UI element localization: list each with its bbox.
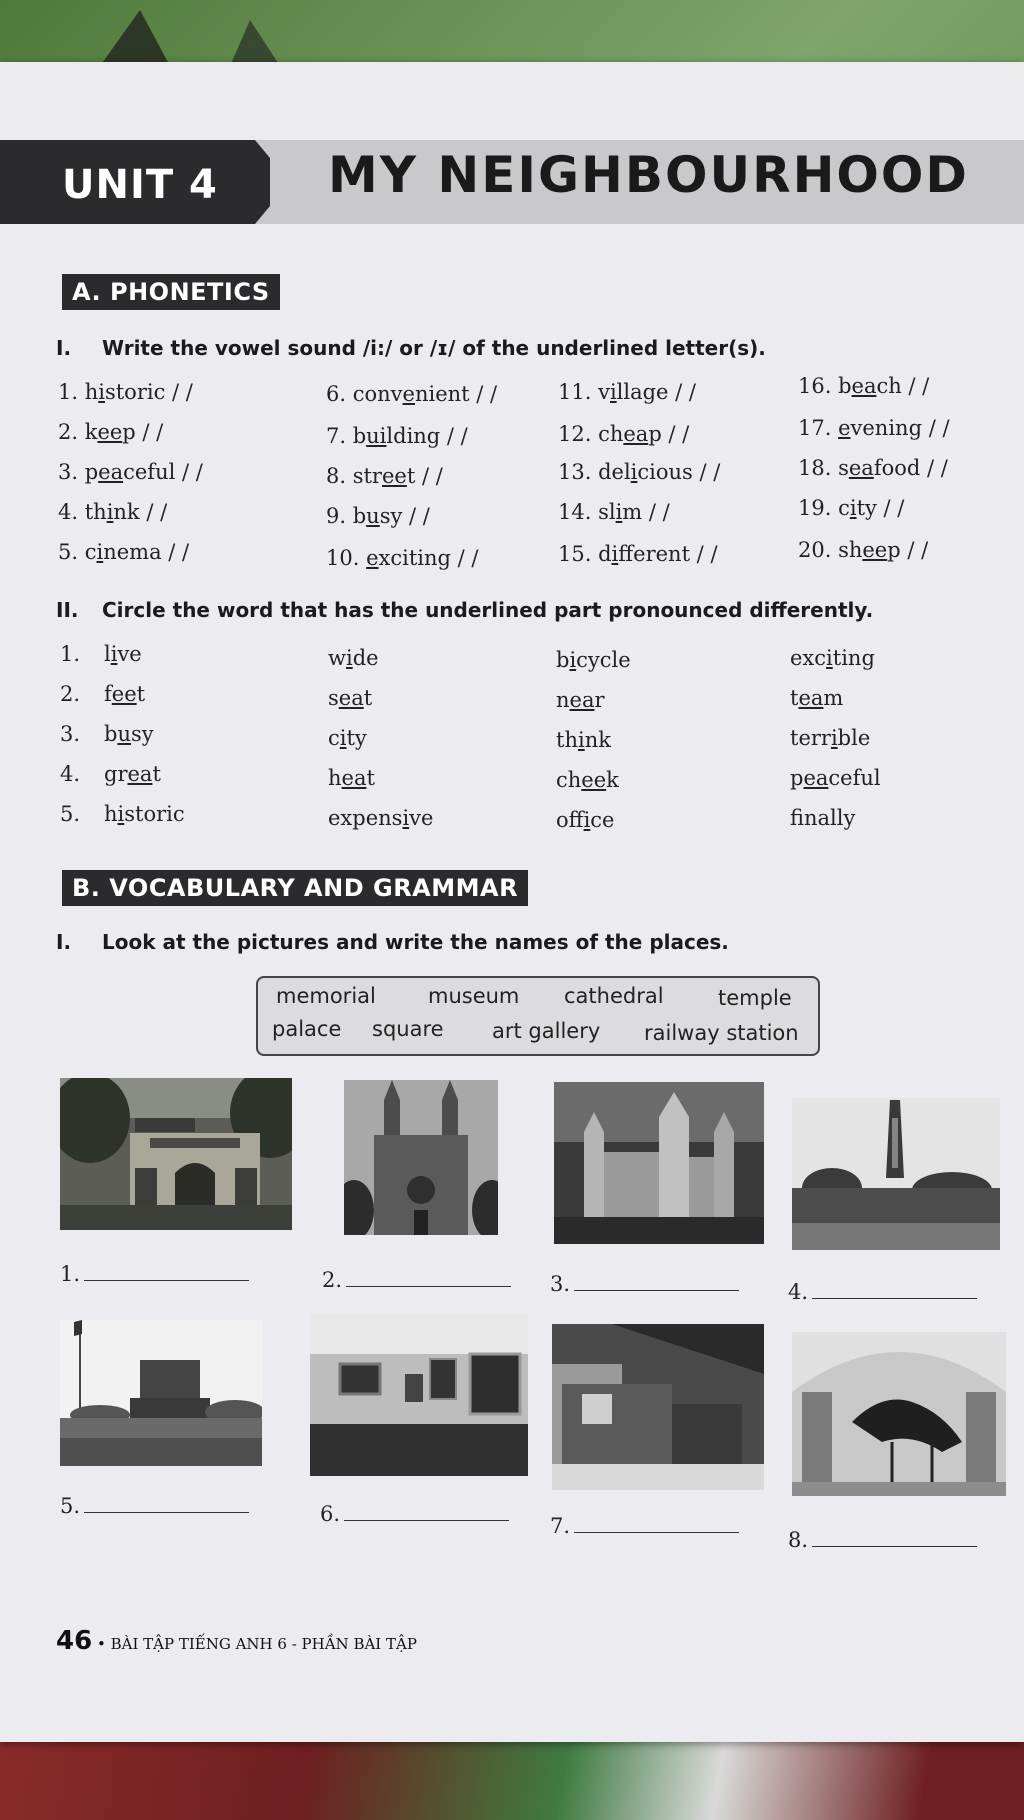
answer-number: 6. (320, 1502, 341, 1526)
answer-blank[interactable] (84, 1512, 249, 1513)
phonetic-item[interactable]: 1. historic / / (58, 380, 193, 404)
word-box-item: art gallery (492, 1019, 601, 1043)
phonetic-item[interactable]: 17. evening / / (798, 416, 950, 440)
underlined-letters: i (630, 460, 638, 484)
underlined-letters: ea (338, 686, 364, 710)
word-option[interactable]: city (328, 726, 367, 750)
underlined-letters: ee (581, 768, 607, 792)
underlined-letters: i (98, 380, 105, 404)
vocabulary-instruction (56, 930, 729, 954)
underlined-letters: i (609, 380, 617, 404)
phonetic-item[interactable]: 20. sheep / / (798, 538, 929, 562)
table-decoration (80, 0, 290, 66)
section-a-heading: A. PHONETICS (62, 274, 280, 310)
underlined-letters: ee (381, 464, 407, 488)
word-option[interactable]: terrible (790, 726, 871, 750)
answer-6[interactable] (320, 1502, 509, 1526)
word-option[interactable]: cheek (556, 768, 619, 792)
instruction-text: Circle the word that has the underlined part pronounced differently. (102, 598, 874, 622)
phonetics-instruction-1 (56, 336, 766, 360)
answer-4[interactable] (788, 1280, 977, 1304)
phonetics-instruction-2 (56, 598, 873, 622)
phonetic-item[interactable]: 5. cinema / / (58, 540, 190, 564)
underlined-letters: i (569, 648, 577, 672)
photo-cathedral (344, 1080, 498, 1235)
underlined-letters: ea (848, 456, 874, 480)
phonetic-item[interactable]: 12. cheap / / (558, 422, 690, 446)
underlined-letters: u (117, 722, 131, 746)
word-option[interactable]: peaceful (790, 766, 881, 790)
word-option[interactable]: exciting (790, 646, 875, 670)
answer-number: 5. (60, 1494, 81, 1518)
part-number: I. (56, 336, 72, 360)
photo-memorial-tower (792, 1098, 1000, 1250)
phonetic-item[interactable]: 2. keep / / (58, 420, 164, 444)
word-option[interactable]: expensive (328, 806, 434, 830)
word-box-item: palace (272, 1017, 342, 1041)
underlined-letters: u (366, 504, 380, 528)
word-option[interactable]: feet (104, 682, 146, 706)
underlined-letters: ea (341, 766, 367, 790)
underlined-letters: i (117, 802, 125, 826)
word-box-item: square (372, 1017, 444, 1041)
underlined-letters: i (110, 642, 118, 666)
page-footer (56, 1626, 417, 1656)
underlined-letters: i (849, 496, 857, 520)
word-option[interactable]: think (556, 728, 611, 752)
answer-5[interactable] (60, 1494, 249, 1518)
word-option[interactable]: team (790, 686, 844, 710)
photo-square-mausoleum (60, 1320, 262, 1466)
answer-blank[interactable] (574, 1290, 739, 1291)
phonetic-item[interactable]: 7. building / / (326, 424, 468, 448)
word-option[interactable]: near (556, 688, 605, 712)
photo-temple-gate (60, 1078, 292, 1230)
underlined-letters: ee (111, 682, 137, 706)
instruction-text: Look at the pictures and write the names of the places. (102, 930, 729, 954)
word-option[interactable]: live (104, 642, 142, 666)
underlined-letters: i (402, 806, 410, 830)
answer-number: 8. (788, 1528, 809, 1552)
underlined-letters: ea (98, 460, 124, 484)
row-number: 1. (60, 642, 81, 666)
photo-railway-station (552, 1324, 764, 1490)
photo-art-gallery (310, 1314, 528, 1476)
word-box-item: railway station (644, 1021, 799, 1045)
phonetic-item[interactable]: 14. slim / / (558, 500, 670, 524)
phonetic-item[interactable]: 19. city / / (798, 496, 905, 520)
phonetic-item[interactable]: 15. different / / (558, 542, 718, 566)
phonetic-item[interactable]: 16. beach / / (798, 374, 930, 398)
underlined-letters: i (96, 540, 104, 564)
word-option[interactable]: historic (104, 802, 185, 826)
part-number: II. (56, 598, 79, 622)
word-option[interactable]: wide (328, 646, 379, 670)
answer-1[interactable] (60, 1262, 249, 1286)
phonetic-item[interactable]: 6. convenient / / (326, 382, 498, 406)
photo-museum (792, 1332, 1006, 1496)
answer-number: 1. (60, 1262, 81, 1286)
underlined-letters: i (583, 808, 591, 832)
phonetic-item[interactable]: 9. busy / / (326, 504, 430, 528)
underlined-letters: e (366, 546, 379, 570)
underlined-letters: ea (569, 688, 595, 712)
word-option[interactable]: busy (104, 722, 154, 746)
phonetic-item[interactable]: 4. think / / (58, 500, 168, 524)
word-option[interactable]: bicycle (556, 648, 631, 672)
answer-blank[interactable] (812, 1546, 977, 1547)
word-box-item: cathedral (564, 984, 664, 1008)
part-number: I. (56, 930, 72, 954)
unit-label: UNIT 4 (62, 162, 218, 208)
answer-blank[interactable] (84, 1280, 249, 1281)
word-option[interactable]: great (104, 762, 161, 786)
answer-7[interactable] (550, 1514, 739, 1538)
underlined-letters: e (838, 416, 851, 440)
phonetic-item[interactable]: 3. peaceful / / (58, 460, 203, 484)
unit-title: MY NEIGHBOURHOOD (328, 146, 969, 204)
underlined-letters: ea (798, 686, 824, 710)
answer-blank[interactable] (346, 1286, 511, 1287)
word-option[interactable]: office (556, 808, 615, 832)
underlined-letters: ee (862, 538, 888, 562)
section-b-heading: B. VOCABULARY AND GRAMMAR (62, 870, 528, 906)
word-option[interactable]: fnally (790, 806, 856, 830)
underlined-letters: i (345, 646, 353, 670)
underlined-letters: ee (97, 420, 123, 444)
answer-2[interactable] (322, 1268, 511, 1292)
word-option[interactable]: seat (328, 686, 373, 710)
answer-blank[interactable] (574, 1532, 739, 1533)
phonetic-item[interactable]: 13. delicious / / (558, 460, 721, 484)
underlined-letters: ea (851, 374, 877, 398)
row-number: 3. (60, 722, 81, 746)
answer-3[interactable] (550, 1272, 739, 1296)
underlined-letters: i (830, 726, 838, 750)
underlined-letters: e (402, 382, 415, 406)
instruction-text: Write the vowel sound /i:/ or /ɪ/ of the underlined letter(s). (102, 336, 766, 360)
page-number: 46 (56, 1626, 93, 1656)
phonetic-item[interactable]: 18. seafood / / (798, 456, 948, 480)
answer-number: 4. (788, 1280, 809, 1304)
word-box-item: memorial (276, 984, 376, 1008)
answer-number: 2. (322, 1268, 343, 1292)
underlined-letters: ea (803, 766, 829, 790)
underlined-letters: i (611, 542, 619, 566)
answer-number: 7. (550, 1514, 571, 1538)
underlined-letters: ea (127, 762, 153, 786)
phonetic-item[interactable]: 8. street / / (326, 464, 443, 488)
underlined-letters: i (826, 646, 833, 670)
phonetic-item[interactable]: 11. village / / (558, 380, 696, 404)
underlined-letters: i (106, 500, 114, 524)
word-box-item: museum (428, 984, 520, 1008)
row-number: 4. (60, 762, 81, 786)
photo-palace (554, 1082, 764, 1244)
word-box-item: temple (718, 986, 792, 1010)
answer-blank[interactable] (812, 1298, 977, 1299)
word-option[interactable]: heat (328, 766, 375, 790)
answer-blank[interactable] (344, 1520, 509, 1521)
answer-number: 3. (550, 1272, 571, 1296)
underlined-letters: ea (623, 422, 649, 446)
underlined-letters: i (339, 726, 347, 750)
row-number: 2. (60, 682, 81, 706)
row-number: 5. (60, 802, 81, 826)
underlined-letters: i (615, 500, 623, 524)
underlined-letters: i (577, 728, 585, 752)
phonetic-item[interactable]: 10. exciting / / (326, 546, 479, 570)
underlined-letters: ui (366, 424, 387, 448)
answer-8[interactable] (788, 1528, 977, 1552)
book-title: • BÀI TẬP TIẾNG ANH 6 - PHẦN BÀI TẬP (96, 1635, 417, 1653)
